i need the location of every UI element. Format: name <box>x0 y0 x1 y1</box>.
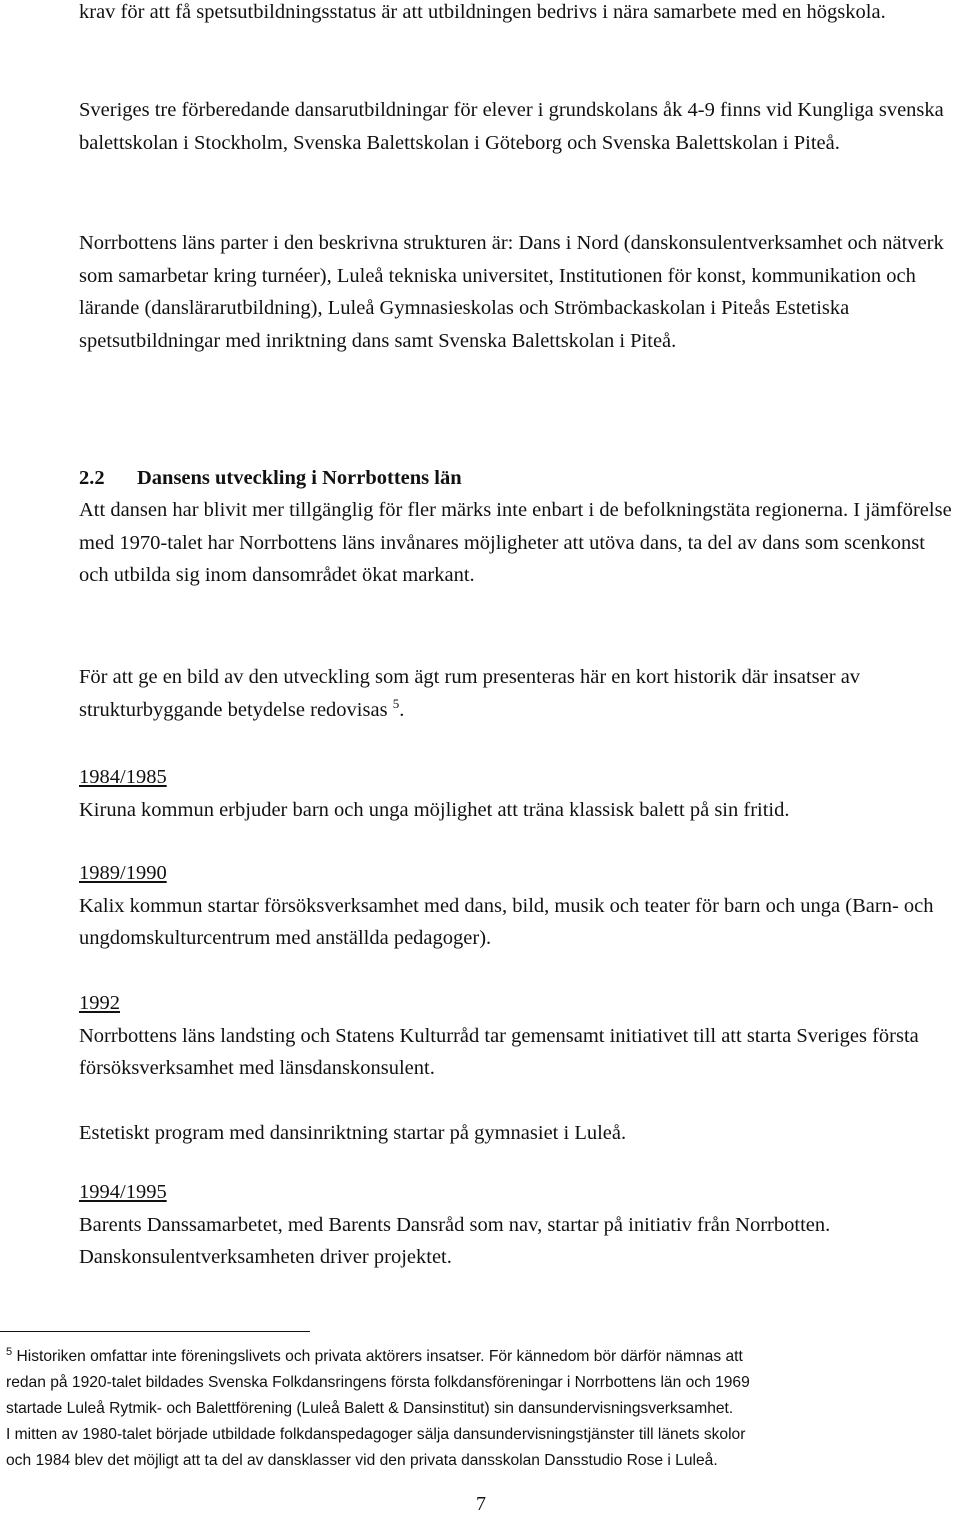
timeline-text: Kalix kommun startar försöksverksamhet med dans, bild, musik och teater för barn och unga (Barn- och ungdomskulturcentrum med anställda pedagoger). <box>79 894 934 949</box>
paragraph-norrbotten-parties: Norrbottens läns parter i den beskrivna strukturen är: Dans i Nord (danskonsulentverksamhet och nätverk som samarbetar kring turnéer), Luleå tekniska universitet, Institutionen för konst, kommunikation och lärande (danslärarutbildning), Luleå Gymnasieskolas och Strömbackaskolan i Piteås Estetiska spetsutbildningar med inriktning dans samt Svenska Balettskolan i Piteå. <box>79 232 944 352</box>
section-title: Dansens utveckling i Norrbottens län <box>137 467 462 489</box>
timeline-entry <box>79 1176 959 1274</box>
timeline-text: Barents Danssamarbetet, med Barents Dansråd som nav, startar på initiativ från Norrbotten. Danskonsulentverksamheten driver projektet. <box>79 1213 831 1268</box>
footnote-line: redan på 1920-talet bildades Svenska Folkdansringens första folkdansföreningar i Norrbottens län och 1969 <box>6 1374 750 1391</box>
timeline-text: Kiruna kommun erbjuder barn och unga möjlighet att träna klassisk balett på sin fritid. <box>79 798 790 821</box>
history-intro: För att ge en bild av den utveckling som ägt rum presenteras här en kort historik där insatser av strukturbyggande betydelse redovisas $^5$. <box>79 666 861 721</box>
footnote-line: startade Luleå Rytmik- och Balettförening (Luleå Balett & Dansinstitut) sin dansundervisningsverksamhet. <box>6 1400 734 1417</box>
timeline-extra: Estetiskt program med dansinriktning startar på gymnasiet i Luleå. <box>79 1122 627 1144</box>
section-intro: Att dansen har blivit mer tillgänglig för fler märks inte enbart i de befolkningstäta regionerna. I jämförelse med 1970-talet har Norrbottens läns invånares möjligheter att utöva dans, ta del av dans som scenkonst och utbilda sig inom dansområdet ökat markant. <box>79 499 952 586</box>
page-number: 7 <box>476 1493 486 1515</box>
footnote-mark: 5 <box>6 1345 13 1358</box>
section-heading <box>79 462 462 494</box>
footnote-line: och 1984 blev det möjligt att ta del av dansklasser vid den privata dansskolan Dansstudio Rose i Luleå. <box>6 1452 718 1469</box>
footnote <box>6 1344 946 1474</box>
history-text: För att ge en bild av den utveckling som ägt rum presenteras här en kort historik där insatser av strukturbyggande betydelse redovisas <box>79 666 861 721</box>
footnote-reference: 5 <box>392 695 400 711</box>
timeline-year: 1984/1985 <box>79 766 167 788</box>
timeline-year: 1994/1995 <box>79 1181 167 1203</box>
timeline-text: Norrbottens läns landsting och Statens Kulturråd tar gemensamt initiativet till att starta Sveriges första försöksverksamhet med länsdanskonsulent. <box>79 1024 919 1079</box>
timeline-entry <box>79 987 959 1085</box>
timeline-year: 1992 <box>79 992 120 1014</box>
section-number: 2.2 <box>79 467 105 489</box>
footnote-line: I mitten av 1980-talet började utbildade folkdanspedagoger sälja dansundervisningstjänster till länets skolor <box>6 1426 746 1443</box>
timeline-year: 1989/1990 <box>79 862 167 884</box>
paragraph-dance-schools: Sveriges tre förberedande dansarutbildningar för elever i grundskolans åk 4-9 finns vid Kungliga svenska balettskolan i Stockholm, Svenska Balettskolan i Göteborg och Svenska Balettskolan i Piteå. <box>79 99 944 154</box>
timeline-entry <box>79 857 959 955</box>
footnote-separator <box>0 1331 310 1332</box>
paragraph-continuation: krav för att få spetsutbildningsstatus är att utbildningen bedrivs i nära samarbete med en högskola. <box>79 1 886 23</box>
timeline-entry <box>79 761 959 826</box>
footnote-line: Historiken omfattar inte föreningslivets och privata aktörers insatser. För kännedom bör därför nämnas att <box>16 1348 743 1365</box>
